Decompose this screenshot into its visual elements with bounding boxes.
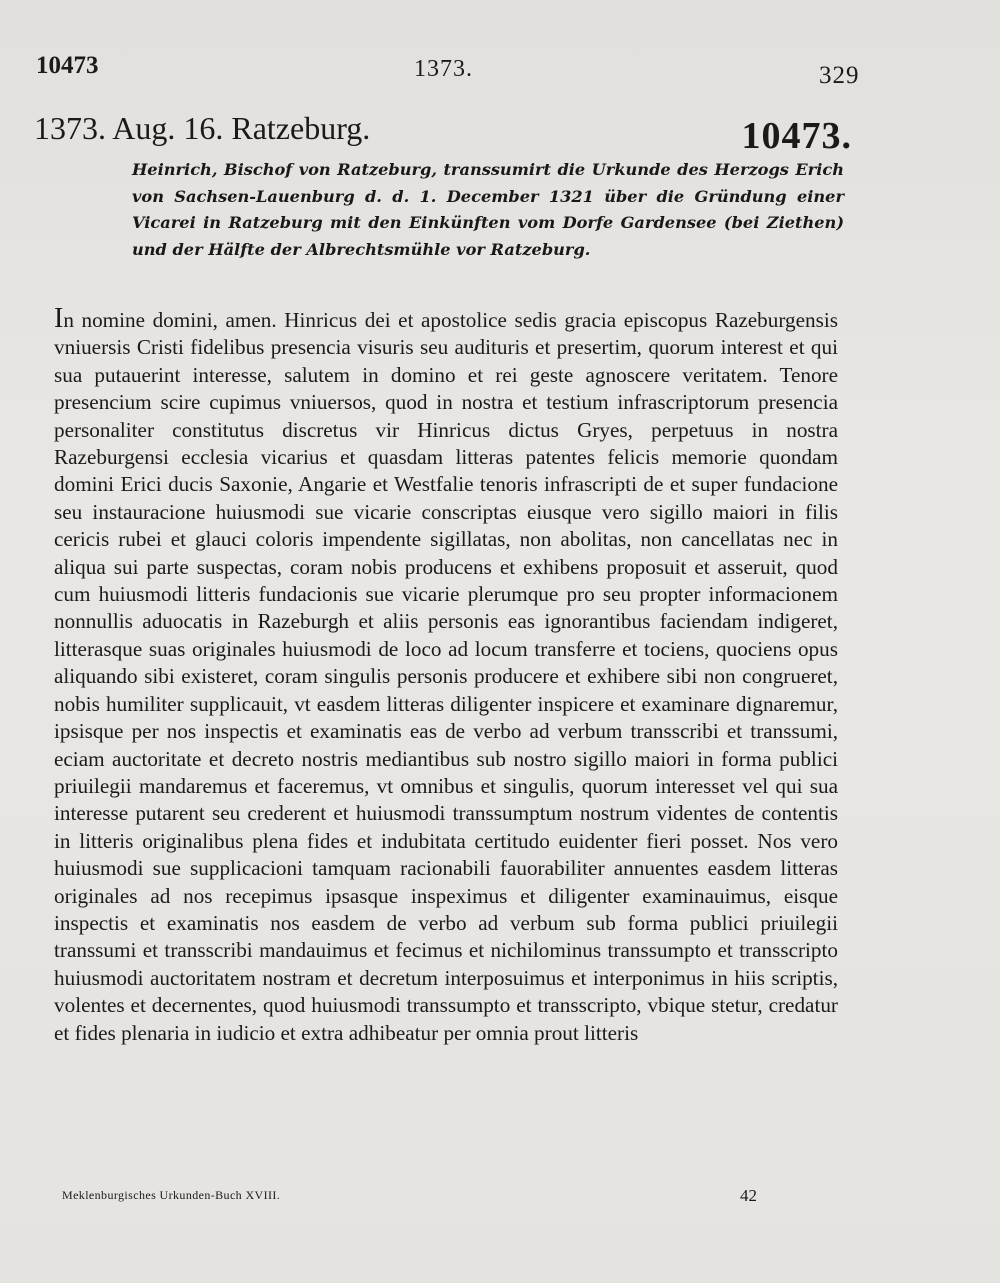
document-body: [54, 303, 838, 1047]
document-number: 10473.: [741, 115, 852, 157]
body-text: n nomine domini, amen. Hinricus dei et apostolice sedis gracia episcopus Razeburgensis vniuersis Cristi fidelibus presencia visuris seu audituris et presertim, quorum interest et qui sua putauerint interesse, salutem in domino et rei geste agnoscere veritatem. Tenore presencium scire cupimus vniuersos, quod in nostra et testium infrascriptorum presencia personaliter constitutus discretus vir Hinricus dictus Gryes, perpetuus in nostra Razeburgensi ecclesia vicarius et quasdam litteras patentes felicis memorie quondam domini Erici ducis Saxonie, Angarie et Westfalie tenoris infrascripti de et super fundacione seu instauracione huiusmodi sue vicarie conscriptas eiusque vero sigillo maiori in filis cericis rubei et glauci coloris impendente sigillatas, non abolitas, non cancellatas nec in aliqua sui parte suspectas, coram nobis producens et exhibens proposuit et asseruit, quod cum huiusmodi litteris fundacionis sue vicarie plerumque pro seu propter informacionem nonnullis aduocatis in Razeburgh et aliis personis eas ignorantibus faciendam indigeret, litterasque suas originales huiusmodi de loco ad locum transferre et tociens, quociens opus aliquando sibi existeret, coram singulis personis producere et exhibere sibi non congrueret, nobis humiliter supplicauit, vt easdem litteras diligenter inspicere et examinare dignaremur, ipsisque per nos inspectis et examinatis eas de verbo ad verbum transscribi et transsumi, eciam auctoritate et decreto nostris mediantibus sub nostro sigillo maiori in forma publici priuilegii mandaremus et faceremus, vt omnibus et singulis, quorum interesset vel qui sua interesse putarent seu crederent et huiusmodi transsumptum nostrum videntes de contentis in litteris originalibus plena fides et indubitata certitudo euidenter fieri posset. Nos vero huiusmodi sue supplicacioni tamquam racionabili fauorabiliter annuentes easdem litteras originales ad nos recepimus ipsasque inspeximus et diligenter examinauimus, eisque inspectis et examinatis nos easdem de verbo ad verbum sub forma publici priuilegii transsumi et transscribi mandauimus et fecimus et nichilominus transsumpto et transscripto huiusmodi auctoritatem nostram et decretum interposuimus et interponimus in hiis scriptis, volentes et decernentes, quod huiusmodi transsumpto et transscripto, vbique stetur, credatur et fides plenaria in iudicio et extra adhibeatur per omnia prout litteris: [54, 308, 838, 1045]
document-header: [34, 108, 854, 157]
running-head-year: 1373.: [414, 56, 473, 82]
initial-letter: I: [54, 303, 64, 334]
running-head-document-number: 10473: [36, 52, 99, 79]
body-paragraph: [54, 303, 838, 1047]
page-footer: [62, 1186, 782, 1208]
footer-book-title: Meklenburgisches Urkunden-Buch XVIII.: [62, 1188, 281, 1202]
date-place: 1373. Aug. 16. Ratzeburg.: [34, 110, 371, 146]
sheet-number: 42: [740, 1186, 757, 1205]
regest-summary: Heinrich, Bischof von Ratzeburg, transsumirt die Urkunde des Herzogs Erich von Sachsen-Lauenburg d. d. 1. December 1321 über die Gründung einer Vicarei in Ratzeburg mit den Einkünften vom Dorfe Gardensee (bei Ziethen) und der Hälfte der Albrechtsmühle vor Ratzeburg.: [132, 160, 844, 259]
page-number: 329: [819, 62, 860, 89]
running-head: [36, 52, 860, 89]
